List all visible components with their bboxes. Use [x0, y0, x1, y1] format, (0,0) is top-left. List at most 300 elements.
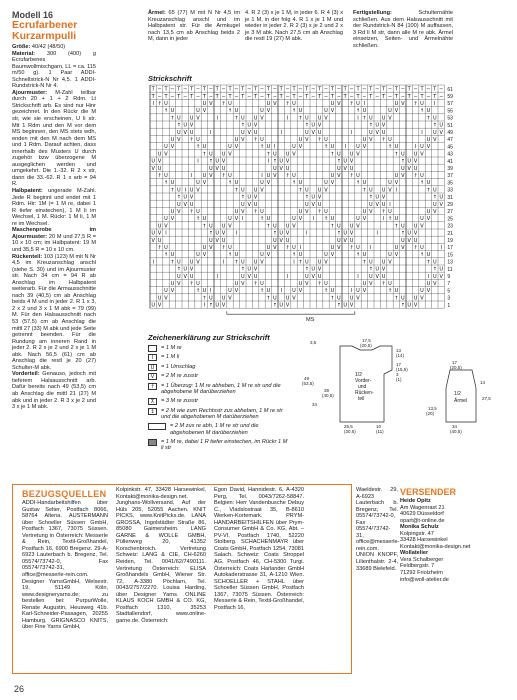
mail-order-heading: VERSENDER	[400, 487, 457, 497]
chart-symbol: ↑	[381, 281, 386, 288]
repeat-bracket	[227, 311, 355, 314]
instruction-paragraph	[12, 254, 96, 372]
chart-symbol: −	[221, 93, 226, 100]
dimension-label: 13,5	[428, 406, 437, 411]
chart-symbol: U	[221, 237, 226, 244]
chart-symbol: V	[420, 295, 424, 302]
chart-symbol: U	[196, 209, 200, 216]
chart-symbol: ↑	[400, 230, 405, 237]
chart-symbol: U	[381, 187, 386, 194]
chart-symbol: U	[240, 273, 245, 280]
chart-symbol: U	[394, 288, 399, 295]
chart-symbol: ↑	[336, 230, 341, 237]
chart-symbol: U	[266, 144, 271, 151]
chart-symbol: V	[381, 122, 386, 129]
chart-symbol: ↑	[163, 180, 169, 187]
chart-symbol: U	[189, 187, 194, 194]
mid2-paragraph: 4. R 2 (3) x je 1 M, in jeder 6. R 4 (3) x je 1 M, in der folg 4. R 1 x je 1 M und wieder in jeder 2. R 2 (3) x je 2 und 2 x je 3 M abk. Nach 27,5 cm ab Anschlag die restl 19 (27) M abk.	[245, 10, 343, 43]
chart-symbol: U	[247, 122, 252, 129]
chart-symbol: ↑	[170, 259, 175, 266]
paragraph-text: M-Zahl teilbar durch 20 + 1 + 2 Rdm. Lt Strickschrift arb. Es sind nur Hinr gezeichnet. In den Rückr die M str, wie sie erscheinen, U li str. Mit 1 Rdm und den M vor dem MS beginnen, den MS stets wdh, enden mit den M nach dem MS und 1 Rdm. Darauf achten, dass innerhalb des Musters U durch zugehör bzw überzogene M ausgeglichen werden und umgekehrt. Die 1.-32. R 2 x str, dann die 33.-62. R 1 x arb = 94 R.	[12, 89, 96, 188]
chart-symbol: U	[426, 209, 431, 216]
chart-symbol: V	[349, 230, 354, 237]
chart-symbol: −	[259, 93, 265, 100]
chart-symbol: ↑	[189, 137, 194, 144]
chart-symbol: U	[317, 129, 322, 136]
legend-symbol-icon: U	[148, 364, 157, 371]
mail-order-line: opart@t-online.de	[400, 517, 445, 524]
paragraph-text: 300 (400) g Ecrufarbenes Baumwollmischgarn, LL = ca. 115 m/50 g). 1 Paar ADDI-Schnellstrick-N Nr 4,5. 1 ADDI-Rundstrick-N Nr 4.	[12, 50, 96, 90]
chart-symbol: V	[356, 295, 360, 302]
chart-symbol: U	[356, 288, 360, 295]
chart-symbol: U	[356, 216, 360, 223]
chart-symbol: V	[196, 259, 200, 266]
chart-symbol: T	[305, 93, 309, 100]
chart-symbol: −	[439, 86, 444, 93]
chart-symbol: ↑	[381, 137, 386, 144]
suppliers-col-1: ADDI-Handarbeitshilfen über Gustav Selter, Postfach 8066, 58764 Altena. AUSTERMANN über Schoeller Süssen GmbH, Postfach 1367, 73075 Süssen. Vertretung in Österreich: Messerle & Rein, Textil-Großhandel, Postfach 16, 6900 Bregenz. 29-A-6923 Lauterbach b. Bregenz, Tel. 05574/73742-0, Fax 05574/73742-31, office@messerle-rein.com. Designer YarnsGmbH, Welsestr. 19, 51149 Köln, www.designeryarns.de; zu bestellen bei: PurpurWolle, Renate Augustin, Heusweg 41b. Karl-Schneider-Passagen, 20255 Hamburg. GRIGNASCO KNITS, über Fine Yarns GmbH,	[22, 500, 108, 631]
legend-row	[148, 364, 288, 371]
chart-symbol: I	[152, 101, 154, 108]
chart-symbol: ↑	[349, 245, 354, 252]
chart-symbol: V	[349, 158, 354, 165]
chart-symbol: ↑	[195, 288, 201, 295]
chart-symbol: ↑	[253, 209, 258, 216]
chart-symbol: V	[311, 273, 315, 280]
chart-symbol: I	[312, 216, 314, 223]
chart-symbol: ↑	[170, 187, 175, 194]
model-number: Modell 16	[12, 10, 54, 20]
chart-symbol: T	[202, 93, 206, 100]
chart-symbol: ↑	[234, 115, 239, 122]
chart-symbol: T	[241, 86, 245, 93]
chart-symbol: T	[215, 93, 219, 100]
dimension-label: 17	[452, 360, 458, 365]
chart-symbol: V	[266, 252, 271, 259]
mail-order-line: 40629 Düsseldorf	[400, 511, 444, 518]
chart-symbol: I	[434, 101, 436, 108]
chart-symbol: V	[330, 252, 335, 259]
instructions-mid-column	[148, 10, 240, 43]
chart-symbol: V	[260, 115, 264, 122]
chart-symbol: V	[317, 266, 322, 273]
chart-symbol: U	[151, 158, 156, 165]
chart-symbol: I	[421, 129, 423, 136]
chart-symbol: U	[381, 115, 386, 122]
chart-symbol: U	[336, 151, 341, 158]
chart-symbol: U	[279, 158, 284, 165]
chart-symbol: I	[382, 216, 385, 223]
paragraph-text: 20 M und 27,5 R = 10 x 10 cm; im Halbpatent: 19 M und 35,5 R = 10 x 10 cm.	[12, 233, 96, 253]
chart-symbol: U	[170, 137, 175, 144]
chart-symbol: T	[394, 93, 398, 100]
chart-symbol: I	[299, 245, 302, 252]
chart-symbol: U	[208, 165, 213, 172]
chart-symbol: −	[400, 86, 405, 93]
chart-symbol: −	[426, 93, 431, 100]
chart-symbol: ↑	[432, 122, 437, 129]
chart-symbol: U	[196, 252, 200, 259]
chart-symbol: V	[253, 266, 258, 273]
chart-symbol: V	[215, 237, 219, 244]
chart-symbol: U	[170, 108, 175, 115]
chart-symbol: ↑	[285, 245, 290, 252]
dimension-label: 34	[452, 424, 458, 429]
chart-symbol: ↑	[291, 180, 297, 187]
chart-symbol: ↑	[336, 158, 341, 165]
chart-symbol: U	[362, 137, 367, 144]
chart-symbol: U	[388, 209, 392, 216]
chart-symbol: V	[253, 194, 258, 201]
chart-symbol: I	[216, 115, 218, 122]
row-label: 15	[447, 252, 453, 259]
chart-symbol: ↑	[285, 173, 290, 180]
chart-symbol: U	[202, 288, 207, 295]
chart-symbol: U	[330, 216, 335, 223]
chart-symbol: −	[336, 86, 341, 93]
chart-symbol: T	[266, 86, 270, 93]
chart-symbol: −	[259, 86, 265, 93]
chart-symbol: U	[266, 173, 271, 180]
dimension-label: (1)	[396, 377, 402, 382]
chart-symbol: ↑	[208, 302, 213, 309]
chart-symbol: ↑	[259, 288, 265, 295]
row-label: 29	[447, 201, 453, 208]
chart-title: Strickschrift	[148, 74, 192, 83]
chart-symbol: V	[228, 151, 232, 158]
chart-symbol: U	[170, 209, 175, 216]
chart-symbol: T	[241, 93, 245, 100]
chart-symbol: I	[280, 129, 282, 136]
chart-symbol: U	[176, 129, 181, 136]
chart-symbol: U	[304, 273, 309, 280]
chart-symbol: V	[413, 230, 418, 237]
paragraph-text: 65 (77) M mit N Nr 4,5 im Kreuzanschlag anschl und im Halbpatent str. Für die Armkugel nach 13,5 cm ab Anschlag beids 2 M, dann in jeder	[148, 10, 240, 43]
chart-symbol: U	[439, 194, 444, 201]
chart-symbol: V	[209, 173, 213, 180]
chart-symbol: V	[317, 122, 322, 129]
dimension-label: 34	[312, 402, 318, 407]
chart-symbol: ↑	[419, 252, 425, 259]
row-label: 55	[447, 108, 453, 115]
chart-symbol: T	[420, 93, 424, 100]
chart-legend	[148, 334, 288, 454]
chart-symbol: I	[395, 187, 398, 194]
chart-symbol: U	[388, 281, 392, 288]
chart-symbol: −	[362, 93, 367, 100]
chart-symbol: V	[413, 302, 418, 309]
chart-symbol: −	[375, 86, 380, 93]
chart-symbol: U	[324, 108, 328, 115]
chart-symbol: U	[208, 237, 213, 244]
chart-symbol: ↑	[208, 230, 213, 237]
chart-symbol: ↑	[323, 288, 329, 295]
chart-symbol: U	[413, 237, 418, 244]
chart-symbol: U	[196, 180, 200, 187]
chart-symbol: T	[356, 86, 360, 93]
chart-symbol: U	[183, 266, 188, 273]
dimension-label: (15,5)	[396, 367, 408, 372]
schematic-label: Ärmel	[454, 398, 468, 404]
row-label: 21	[447, 230, 453, 237]
chart-symbol: −	[311, 86, 316, 93]
legend-text: = 2 M zus re abh, 1 M re str und die abgehobenen M darüberziehen	[170, 423, 259, 436]
chart-symbol: U	[394, 144, 399, 151]
chart-symbol: T	[433, 86, 437, 93]
chart-symbol: U	[189, 201, 194, 208]
chart-symbol: ↑	[336, 302, 341, 309]
chart-symbol: ↑	[400, 158, 405, 165]
chart-symbol: V	[426, 216, 431, 223]
chart-symbol: U	[317, 259, 322, 266]
chart-symbol: ↑	[285, 101, 290, 108]
chart-symbol: U	[292, 144, 296, 151]
chart-symbol: ↑	[266, 295, 271, 302]
chart-symbol: I	[235, 230, 238, 237]
chart-symbol: U	[240, 187, 245, 194]
chart-symbol: U	[228, 144, 232, 151]
chart-symbol: U	[394, 173, 399, 180]
chart-symbol: T	[151, 93, 155, 100]
chart-symbol: ↑	[227, 180, 233, 187]
chart-symbol: U	[349, 223, 354, 230]
chart-symbol: U	[202, 245, 207, 252]
chart-symbol: U	[202, 144, 207, 151]
chart-symbol: −	[426, 86, 431, 93]
chart-symbol: U	[420, 288, 424, 295]
chart-symbol: U	[336, 223, 341, 230]
legend-symbol-icon: ↕	[148, 408, 157, 415]
chart-symbol: V	[330, 180, 335, 187]
row-label: 35	[447, 180, 453, 187]
row-label: 25	[447, 216, 453, 223]
chart-symbol: ↑	[189, 281, 194, 288]
chart-symbol: ↑	[195, 144, 201, 151]
chart-symbol: V	[426, 144, 431, 151]
chart-symbol: −	[183, 86, 188, 93]
chart-symbol: V	[221, 158, 226, 165]
chart-symbol: −	[234, 86, 239, 93]
chart-symbol: U	[368, 129, 373, 136]
legend-rows	[148, 345, 288, 452]
chart-symbol: ↑	[240, 194, 245, 201]
chart-symbol: U	[394, 245, 399, 252]
chart-symbol: V	[362, 144, 367, 151]
chart-symbol: ↑	[170, 115, 175, 122]
chart-symbol: V	[349, 302, 354, 309]
chart-symbol: −	[195, 86, 201, 93]
legend-text: = 1 M li	[161, 354, 180, 361]
chart-symbol: ↑	[298, 115, 303, 122]
dimension-label: (14)	[396, 353, 405, 358]
chart-symbol: ↑	[317, 209, 322, 216]
chart-symbol: I	[350, 129, 353, 136]
legend-row	[148, 383, 288, 396]
chart-symbol: U	[343, 302, 348, 309]
chart-symbol: V	[413, 158, 418, 165]
chart-symbol: I	[280, 288, 282, 295]
chart-symbol: ↑	[413, 173, 418, 180]
chart-symbol: ↑	[368, 122, 373, 129]
chart-symbol: U	[324, 252, 328, 259]
legend-symbol-icon: I	[148, 354, 157, 361]
suppliers-col-3: Egon David, Hannidestr. 6, A-4320 Perg, Tel. 0043/7262-58847. Belgien: Herr Vandenbusche Debuy C., Vladslostraat 35, B-8610 Werken-Kortemark. PRYM-HANDARBEITSHILFEN über Prym-Consumer GmbH & Co. KG, Abt. – PV-VI, Postfach 1740, 52220 Stolberg. SCHACHENMAYR über Coats GmbH, Postfach 1254, 73081 Salach. Schweiz: Coats Stroppel AG, Postfach 46, CH-5300 Turgi. Österreich: Coats Harlander GmbH Autokaderstrasse 31, A-1210 Wien. SCHOELLER + STAHL über Schoeller Süssen GmbH, Postfach 1367, 73075 Süssen. Österreich: Messerle & Rein, Textil-Großhandel, Postfach 16,	[214, 487, 304, 611]
page-number: 26	[14, 684, 25, 694]
chart-symbol: V	[266, 108, 271, 115]
chart-symbol: V	[439, 129, 443, 136]
chart-symbol: U	[388, 137, 392, 144]
dimension-label: (40,5)	[450, 429, 462, 434]
chart-symbol: U	[407, 158, 412, 165]
chart-symbol: V	[394, 252, 399, 259]
chart-symbol: I	[222, 259, 225, 266]
chart-symbol: U	[157, 295, 162, 302]
chart-symbol: I	[306, 230, 308, 237]
chart-symbol: U	[426, 281, 431, 288]
row-label: 17	[447, 245, 453, 252]
paragraph-label: Material:	[12, 50, 36, 57]
chart-symbol: U	[368, 273, 373, 280]
chart-symbol: ↑	[234, 259, 239, 266]
chart-symbol: I	[357, 273, 359, 280]
chart-symbol: U	[176, 273, 181, 280]
chart-symbol: ↑	[304, 266, 309, 273]
row-label: 27	[447, 209, 453, 216]
chart-symbol: U	[388, 252, 392, 259]
chart-symbol: V	[247, 273, 251, 280]
chart-symbol: U	[234, 137, 239, 144]
chart-symbol: T	[318, 93, 322, 100]
dimension-label: 17,5	[362, 338, 371, 343]
chart-symbol: I	[242, 216, 244, 223]
chart-symbol: U	[266, 245, 271, 252]
chart-symbol: U	[176, 115, 181, 122]
chart-symbol: V	[170, 216, 175, 223]
chart-symbol: V	[433, 137, 437, 144]
chart-symbol: T	[369, 93, 373, 100]
chart-symbol: V	[337, 173, 341, 180]
chart-symbol: U	[304, 115, 309, 122]
chart-symbol: I	[440, 245, 442, 252]
chart-symbol: U	[343, 158, 348, 165]
chart-symbol: U	[375, 266, 380, 273]
chart-symbol: U	[247, 194, 252, 201]
chart-symbol: V	[189, 266, 194, 273]
chart-symbol: U	[420, 216, 424, 223]
chart-symbol: U	[266, 216, 271, 223]
chart-symbol: U	[234, 252, 239, 259]
chart-symbol: T	[394, 86, 398, 93]
chart-symbol: V	[298, 216, 303, 223]
chart-symbol: I	[203, 302, 206, 309]
chart-symbol: U	[253, 201, 258, 208]
chart-symbol: −	[311, 93, 316, 100]
row-label: 45	[447, 144, 453, 151]
chart-symbol: U	[317, 273, 322, 280]
chart-symbol: V	[209, 101, 213, 108]
chart-symbol: V	[292, 151, 296, 158]
instructions-left-column	[12, 10, 96, 411]
chart-symbol: T	[330, 86, 334, 93]
chart-symbol: U	[420, 173, 424, 180]
chart-symbol: U	[157, 151, 162, 158]
dimension-label: 25,5	[344, 424, 353, 429]
chart-symbol: ↑	[432, 194, 437, 201]
chart-symbol: V	[202, 180, 207, 187]
legend-row	[148, 373, 288, 380]
chart-symbol: V	[247, 129, 251, 136]
chart-symbol: U	[413, 223, 418, 230]
row-label: 59	[447, 93, 453, 100]
legend-row	[148, 345, 288, 352]
chart-symbol: U	[375, 122, 380, 129]
chart-symbol: T	[164, 86, 168, 93]
chart-symbol: U	[285, 237, 290, 244]
chart-symbol: V	[221, 230, 226, 237]
chart-symbol: V	[362, 288, 367, 295]
instructions-right-column	[353, 10, 453, 49]
chart-symbol: U	[208, 151, 213, 158]
chart-symbol: U	[260, 281, 264, 288]
dimension-label: 39	[324, 388, 330, 393]
chart-symbol: U	[400, 165, 405, 172]
paragraph-text: Genauso, jedoch mit tieferem Halsausschnitt arb. Dafür bereits nach 49 (53,5) cm ab Anschlag die mittl 21 (27) M abk und in jeder 2. R 3 x je 2 und 3 x je 1 M abk.	[12, 371, 96, 411]
chart-symbol: −	[247, 86, 252, 93]
chart-symbol: U	[407, 302, 412, 309]
chart-symbol: ↑	[253, 281, 258, 288]
chart-symbol: V	[305, 281, 309, 288]
chart-symbol: −	[183, 93, 188, 100]
chart-symbol: U	[247, 266, 252, 273]
chart-symbol: ↑	[259, 144, 265, 151]
chart-symbol: U	[368, 187, 373, 194]
chart-symbol: T	[305, 86, 309, 93]
chart-symbol: V	[388, 259, 392, 266]
chart-symbol: −	[157, 86, 162, 93]
chart-symbol: T	[343, 86, 347, 93]
instruction-paragraph	[12, 371, 96, 410]
chart-symbol: V	[337, 101, 341, 108]
chart-symbol: ↑	[195, 216, 201, 223]
chart-symbol: U	[317, 201, 322, 208]
legend-symbol-icon: V	[148, 373, 157, 380]
chart-symbol: U	[240, 115, 245, 122]
chart-symbol: −	[272, 86, 277, 93]
chart-symbol: U	[260, 252, 264, 259]
mail-order-line: Kolpingstr. 47	[400, 530, 434, 537]
chart-symbol: U	[183, 122, 188, 129]
row-label: 33	[447, 187, 453, 194]
dimension-label: (11)	[376, 429, 384, 434]
chart-symbol: V	[381, 194, 386, 201]
chart-symbol: U	[240, 201, 245, 208]
chart-symbol: I	[184, 187, 186, 194]
chart-symbol: I	[267, 158, 270, 165]
dimension-label: 13	[396, 348, 402, 353]
chart-symbol: V	[177, 209, 181, 216]
chart-symbol: U	[164, 144, 168, 151]
chart-symbol: U	[279, 302, 284, 309]
chart-symbol: U	[304, 201, 309, 208]
chart-symbol: ↑	[426, 115, 431, 122]
chart-symbol: ↑	[202, 295, 207, 302]
chart-symbol: V	[362, 216, 367, 223]
dimension-label: (20)	[426, 411, 435, 416]
chart-symbol: −	[170, 93, 175, 100]
chart-symbol: U	[272, 223, 277, 230]
chart-symbol: T	[407, 93, 411, 100]
chart-symbol: U	[362, 252, 367, 259]
